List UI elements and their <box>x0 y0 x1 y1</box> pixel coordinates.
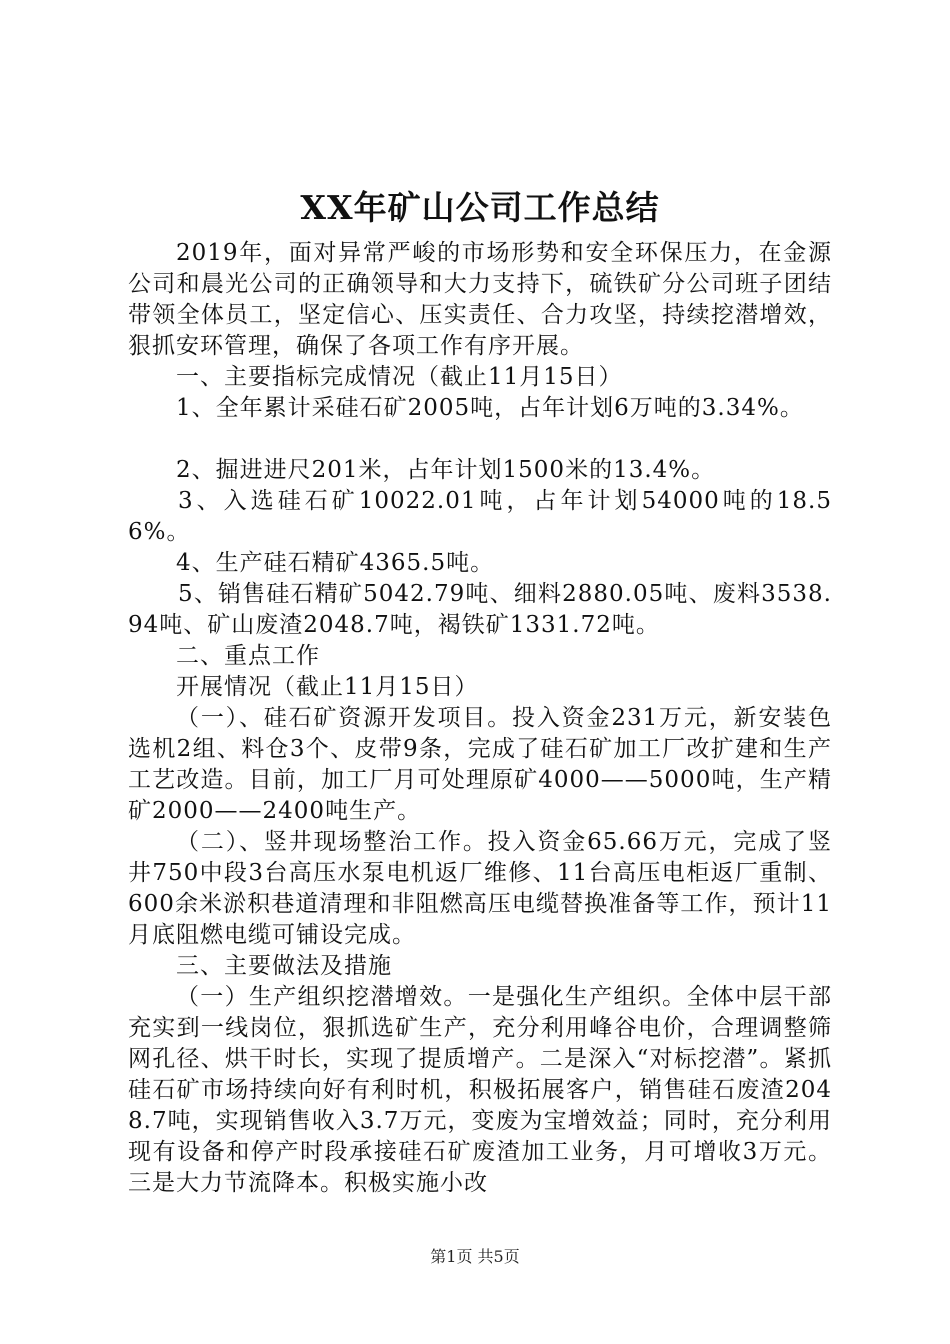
document-title: XX年矿山公司工作总结 <box>300 188 660 227</box>
paragraph-project-1: （一）、硅石矿资源开发项目。投入资金231万元，新安装色选机2组、料仓3个、皮带9条，完成了硅石矿加工厂改扩建和生产工艺改造。目前，加工厂月可处理原矿4000——5000吨，生产精矿2000——2400吨生产。 <box>128 705 832 824</box>
paragraph-item-3: 3、入选硅石矿10022.01吨，占年计划54000吨的18.56%。 <box>128 488 832 545</box>
paragraph-intro: 2019年，面对异常严峻的市场形势和安全环保压力，在金源公司和晨光公司的正确领导和大力支持下，硫铁矿分公司班子团结带领全体员工，坚定信心、压实责任、合力攻坚，持续挖潜增效，狠抓安环管理，确保了各项工作有序开展。 <box>128 240 832 359</box>
paragraph-item-4: 4、生产硅石精矿4365.5吨。 <box>176 550 495 576</box>
section-heading-3: 三、主要做法及措施 <box>176 953 392 979</box>
section-heading-2-cont: 开展情况（截止11月15日） <box>176 674 479 700</box>
paragraph-item-2: 2、掘进进尺201米，占年计划1500米的13.4%。 <box>176 457 716 483</box>
section-heading-2: 二、重点工作 <box>176 643 320 669</box>
paragraph-item-5: 5、销售硅石精矿5042.79吨、细料2880.05吨、废料3538.94吨、矿山废渣2048.7吨，褐铁矿1331.72吨。 <box>128 581 832 638</box>
paragraph-item-1: 1、全年累计采硅石矿2005吨，占年计划6万吨的3.34%。 <box>176 395 804 421</box>
paragraph-project-2: （二）、竖井现场整治工作。投入资金65.66万元，完成了竖井750中段3台高压水泵电机返厂维修、11台高压电柜返厂重制、600余米淤积巷道清理和非阻燃高压电缆替换准备等工作，预计11月底阻燃电缆可铺设完成。 <box>128 829 832 948</box>
page-footer: 第1页 共5页 <box>430 1247 520 1266</box>
section-heading-1: 一、主要指标完成情况（截止11月15日） <box>176 364 623 390</box>
paragraph-measures-1: （一）生产组织挖潜增效。一是强化生产组织。全体中层干部充实到一线岗位，狠抓选矿生产，充分利用峰谷电价，合理调整筛网孔径、烘干时长，实现了提质增产。二是深入“对标挖潜”。紧抓硅石矿市场持续向好有利时机，积极拓展客户，销售硅石废渣2048.7吨，实现销售收入3.7万元，变废为宝增效益；同时，充分利用现有设备和停产时段承接硅石矿废渣加工业务，月可增收3万元。三是大力节流降本。积极实施小改 <box>128 984 832 1196</box>
document-page <box>128 182 832 1199</box>
